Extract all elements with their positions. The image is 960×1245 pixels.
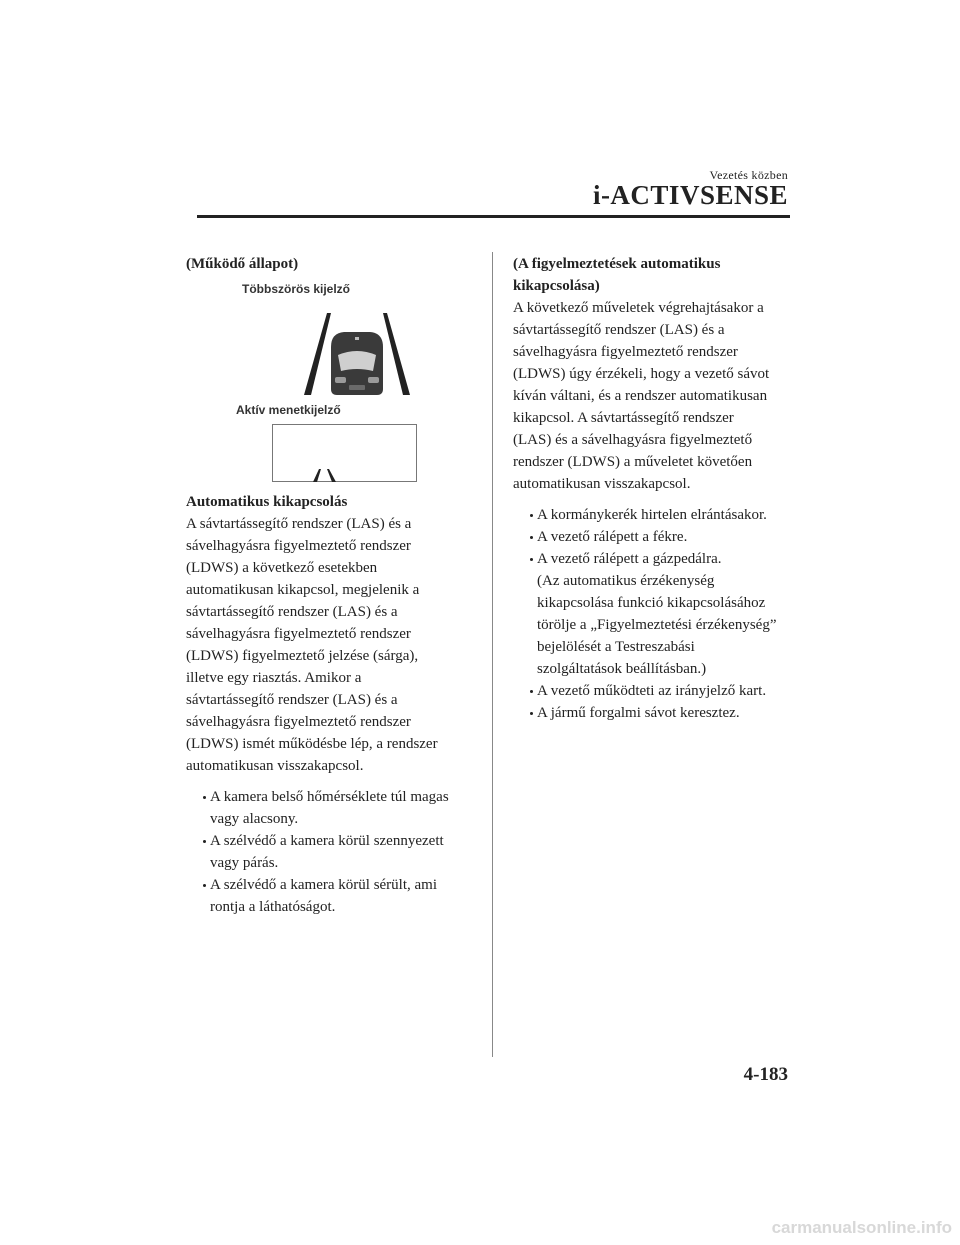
car-icon xyxy=(331,332,383,395)
list-item: A jármű forgalmi sávot keresztez. xyxy=(513,702,795,724)
watermark: carmanualsonline.info xyxy=(771,1218,952,1237)
chapter-title: i-ACTIVSENSE xyxy=(592,180,788,210)
active-driving-display xyxy=(272,424,417,482)
list-item: A vezető működteti az irányjelző kart. xyxy=(513,680,795,702)
display-figure xyxy=(186,277,468,483)
auto-off-paragraph: A sávtartássegítő rendszer (LAS) és a sávelhagyásra figyelmeztető rendszer (LDWS) a következő esetekben automatikusan kikapcsol, megjelenik a sávtartássegítő rendszer (LAS) és a sávelhagyásra figyelmeztető rendszer (LDWS) figyelmeztető jelzése (sárga), illetve egy riasztás. Amikor a sávtartássegítő rendszer (LAS) és a sávelhagyásra figyelmeztető rendszer (LDWS) ismét működésbe lép, a rendszer automatikusan visszakapcsol. xyxy=(186,516,438,774)
list-item: A kamera belső hőmérséklete túl magas vagy alacsony. xyxy=(186,786,468,830)
multi-display-label: Többszörös kijelző xyxy=(242,282,351,296)
section-label: Vezetés közben xyxy=(709,168,788,182)
left-lane-line xyxy=(304,313,331,395)
auto-off-heading: Automatikus kikapcsolás xyxy=(186,494,348,510)
list-item: A szélvédő a kamera körül sérült, ami rontja a láthatóságot. xyxy=(186,874,468,918)
list-item: A szélvédő a kamera körül szennyezett vagy párás. xyxy=(186,830,468,874)
warning-auto-off-heading: (A figyelmeztetések automatikus kikapcsolása) xyxy=(513,256,721,294)
page-number: 4-183 xyxy=(743,1064,788,1085)
header-rule xyxy=(197,215,790,218)
lane-change-conditions-list xyxy=(513,504,795,724)
active-driving-display-label: Aktív menetkijelző xyxy=(236,403,341,417)
multi-display-illustration xyxy=(282,309,432,397)
warning-auto-off-paragraph: A következő műveletek végrehajtásakor a sávtartássegítő rendszer (LAS) és a sávelhagyásra figyelmeztető rendszer (LDWS) úgy érzékeli, hogy a vezető sávot kíván váltani, és a rendszer automatikusan kikapcsol. A sávtartássegítő rendszer (LAS) és a sávelhagyásra figyelmeztető rendszer (LDWS) a műveletet követően automatikusan visszakapcsol. xyxy=(513,300,770,492)
right-column xyxy=(513,253,795,724)
list-item: A kormánykerék hirtelen elrántásakor. xyxy=(513,504,795,526)
right-lane-line xyxy=(383,313,410,395)
auto-off-conditions-list xyxy=(186,786,468,918)
operating-state-heading: (Működő állapot) xyxy=(186,256,299,272)
list-item: A vezető rálépett a gázpedálra. (Az automatikus érzékenység kikapcsolása funkció kikapcsolásához törölje a „Figyelmeztetési érzékenység” bejelölését a Testreszabási szolgáltatások beállításban.) xyxy=(513,548,795,680)
active-display-lane-lines xyxy=(273,425,418,483)
left-column xyxy=(186,253,468,918)
column-divider xyxy=(492,252,493,1057)
list-item: A vezető rálépett a fékre. xyxy=(513,526,795,548)
